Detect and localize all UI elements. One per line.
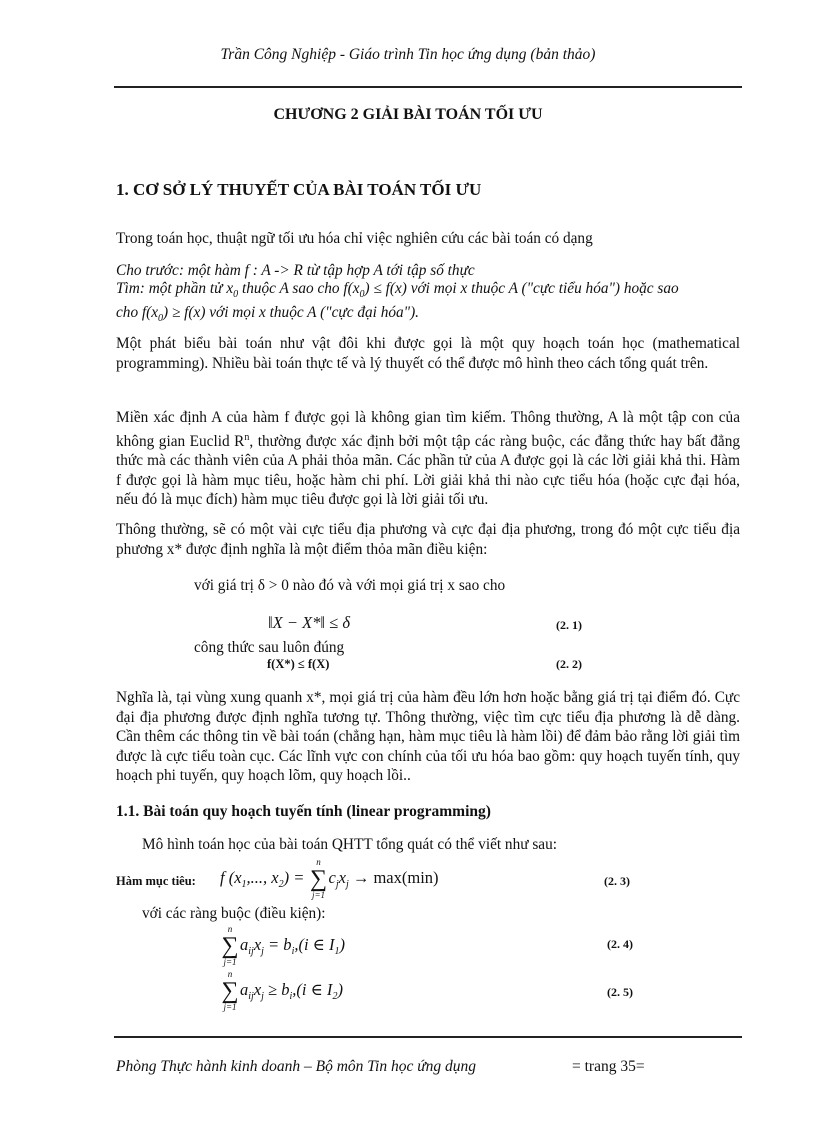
footer-rule <box>114 1036 742 1038</box>
condition-line: với giá trị δ > 0 nào đó và với mọi giá trị x sao cho <box>194 577 506 594</box>
equation-2-4: n ∑ j=1 $a_{ij}x_j = b_i,(i$ ∈ $I_1$) <box>221 924 346 967</box>
header-rule <box>114 86 742 88</box>
equation-2-3: f ($x_1$,..., $x_2$) = n ∑ j=1 $c_jx_j \to \max(\min)$ <box>220 857 439 900</box>
equation-2-1: ‖X − X*‖ ≤ δ <box>268 613 351 632</box>
footer-left: Phòng Thực hành kinh doanh – Bộ môn Tin học ứng dụng <box>116 1058 477 1075</box>
constraints-line: với các ràng buộc (điều kiện): <box>142 905 326 922</box>
definition-block <box>116 262 740 328</box>
equation-number-2-5: (2. 5) <box>607 985 633 999</box>
sum-symbol: n ∑ j=1 <box>309 857 328 900</box>
sum-symbol: n ∑ j=1 <box>221 969 239 1012</box>
equation-2-2: f(X*) ≤ f(X) <box>267 657 330 671</box>
paragraph-3: Thông thường, sẽ có một vài cực tiểu địa phương và cực đại địa phương, trong đó một cực tiểu địa phương x* được định nghĩa là một điểm thỏa mãn điều kiện: <box>116 521 740 558</box>
chapter-title: CHƯƠNG 2 GIẢI BÀI TOÁN TỐI ƯU <box>273 106 543 123</box>
intro-paragraph: Trong toán học, thuật ngữ tối ưu hóa chỉ việc nghiên cứu các bài toán có dạng <box>116 230 593 247</box>
page-number: = trang 35= <box>572 1058 645 1075</box>
section-title: 1. CƠ SỞ LÝ THUYẾT CỦA BÀI TOÁN TỐI ƯU <box>116 180 482 199</box>
model-intro: Mô hình toán học của bài toán QHTT tổng quát có thể viết như sau: <box>142 836 557 853</box>
equation-number-2-3: (2. 3) <box>604 874 630 888</box>
paragraph-1: Một phát biểu bài toán như vật đôi khi được gọi là một quy hoạch toán học (mathematical programming). Nhiều bài toán thực tế và lý thuyết có thể được mô hình theo cách tổng quát trên. <box>116 335 740 372</box>
equation-2-5: n ∑ j=1 $a_{ij}x_j \ge b_i,(i$ ∈ $I_2$) <box>221 969 343 1012</box>
equation-number-2-2: (2. 2) <box>556 657 582 671</box>
paragraph-4: Nghĩa là, tại vùng xung quanh x*, mọi giá trị của hàm đều lớn hơn hoặc bằng giá trị tại điểm đó. Cực đại địa phương được định nghĩa tương tự. Thông thường, việc tìm cực tiểu địa phương là dễ dàng. Cần thêm các thông tin về bài toán (chẳng hạn, hàm mục tiêu là hàm lồi) để đảm bảo rằng lời giải tìm được là cực tiểu toàn cục. Các lĩnh vực con chính của tối ưu hóa bao gồm: quy hoạch tuyến tính, quy hoạch phi tuyến, quy hoạch lõm, quy hoạch lồi.. <box>116 689 740 784</box>
subsection-title: 1.1. Bài toán quy hoạch tuyến tính (linear programming) <box>116 803 491 820</box>
equation-number-2-4: (2. 4) <box>607 937 633 951</box>
equation-number-2-1: (2. 1) <box>556 618 582 632</box>
find-line-cont: cho $f(x_0) \ge f(x)$ với mọi x thuộc A ("cực đại hóa"). <box>116 304 419 325</box>
always-true-line: công thức sau luôn đúng <box>194 639 345 656</box>
page-header: Trần Công Nghiệp - Giáo trình Tin học ứng dụng (bản thảo) <box>220 46 596 63</box>
sum-symbol: n ∑ j=1 <box>221 924 239 967</box>
find-line: Tìm: một phần tử $x_0$ thuộc A sao cho $f(x_0) \le f(x)$ với mọi x thuộc A ("cực tiểu hóa") hoặc sao <box>116 280 679 301</box>
paragraph-2: Miền xác định A của hàm f được gọi là không gian tìm kiếm. Thông thường, A là một tập con của không gian Euclid $R^n$, thường được xác định bởi một tập các ràng buộc, các đẳng thức hay bất đẳng thức mà các thành viên của A phải thỏa mãn. Các phần tử của A được gọi là các lời giải khả thi. Hàm f được gọi là hàm mục tiêu, hoặc hàm chi phí. Lời giải khả thi nào cực tiểu hóa (hoặc cực đại hóa, nếu đó là mục đích) hàm mục tiêu được gọi là lời giải tối ưu. <box>116 409 741 509</box>
objective-label: Hàm mục tiêu: <box>116 874 196 888</box>
given-line: Cho trước: một hàm f : A -> R từ tập hợp A tới tập số thực <box>116 262 475 279</box>
